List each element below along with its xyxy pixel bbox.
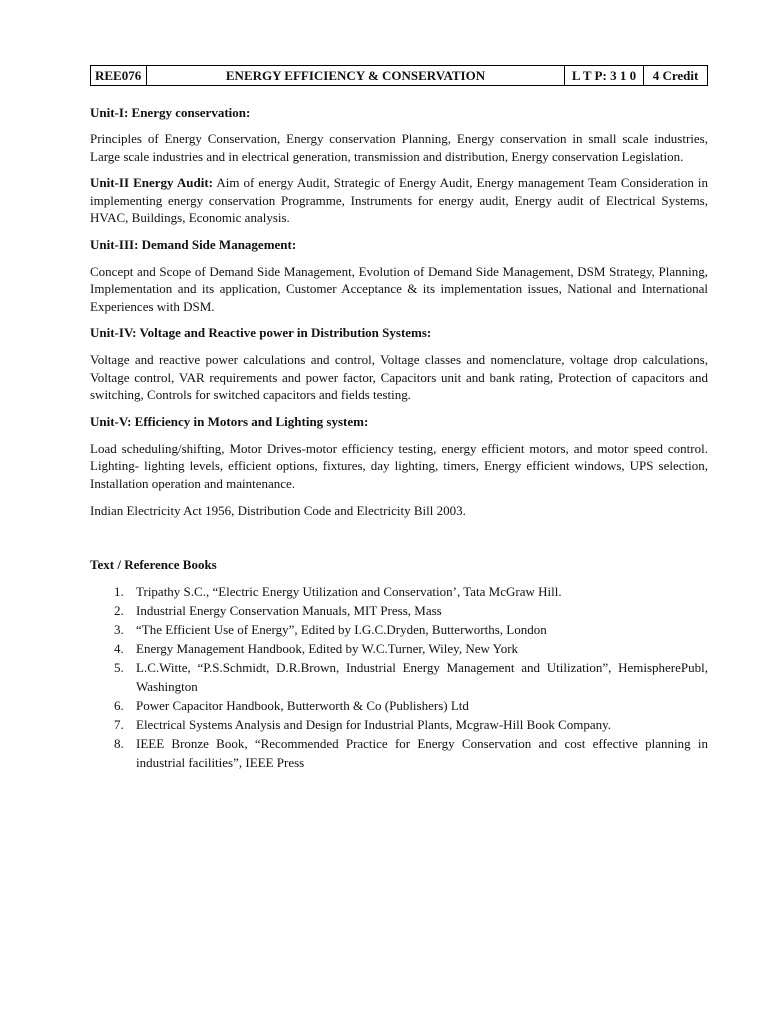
reference-number: 2.: [114, 602, 124, 618]
syllabus-page: [90, 65, 708, 772]
reference-text: Energy Management Handbook, Edited by W.C.Turner, Wiley, New York: [136, 640, 519, 656]
reference-text: L.C.Witte, “P.S.Schmidt, D.R.Brown, Industrial Energy Management and Utilization”, HemispherePubl, Washington: [136, 659, 708, 694]
reference-item: [90, 658, 708, 696]
unit-1: [90, 104, 708, 165]
reference-item: [90, 734, 708, 772]
unit-2: [90, 174, 708, 227]
unit-2-text: Aim of energy Audit, Strategic of Energy Audit, Energy management Team Consideration in implementing energy conservation Programme, Instruments for energy audit, Energy audit of Electrical Systems, HVAC, Buildings, Economic analysis.: [90, 175, 708, 225]
unit-4-text: Voltage and reactive power calculations and control, Voltage classes and nomenclature, voltage drop calculations, Voltage control, VAR requirements and power factor, Capacitors unit and bank rating, Protection of capacitors and switching, Controls for switched capacitors and fields testing.: [90, 352, 708, 402]
unit-5: [90, 413, 708, 493]
reference-text: Electrical Systems Analysis and Design for Industrial Plants, Mcgraw-Hill Book Company.: [136, 716, 612, 732]
unit-5-heading: Unit-V: Efficiency in Motors and Lighting system:: [90, 413, 369, 429]
reference-number: 8.: [114, 735, 124, 751]
reference-text: Industrial Energy Conservation Manuals, MIT Press, Mass: [136, 602, 442, 618]
references-list: [90, 582, 708, 772]
reference-text: IEEE Bronze Book, “Recommended Practice for Energy Conservation and cost effective planning in industrial facilities”, IEEE Press: [136, 735, 708, 770]
act-note: Indian Electricity Act 1956, Distribution Code and Electricity Bill 2003.: [90, 503, 466, 518]
references-heading: Text / Reference Books: [90, 556, 217, 572]
reference-item: [90, 582, 708, 601]
unit-4-heading: Unit-IV: Voltage and Reactive power in Distribution Systems:: [90, 325, 432, 340]
reference-number: 4.: [114, 640, 124, 656]
unit-2-paragraph: [90, 174, 708, 227]
references-section: [90, 556, 708, 772]
reference-item: [90, 696, 708, 715]
unit-1-heading: Unit-I: Energy conservation:: [90, 105, 251, 120]
unit-1-text: Principles of Energy Conservation, Energy conservation Planning, Energy conservation in small scale industries, Large scale industries and in electrical generation, transmission and distribution, Energy conservation Legislation.: [90, 131, 708, 164]
reference-text: “The Efficient Use of Energy”, Edited by I.G.C.Dryden, Butterworths, London: [136, 621, 547, 637]
reference-item: [90, 715, 708, 734]
unit-3-heading: Unit-III: Demand Side Management:: [90, 236, 297, 252]
unit-5-text: Load scheduling/shifting, Motor Drives-motor efficiency testing, energy efficient motors, and motor speed control. Lighting- lighting levels, efficient options, fixtures, day lighting, timers, Energy efficient windows, UPS selection, Installation operation and maintenance.: [90, 440, 708, 491]
reference-item: [90, 639, 708, 658]
reference-number: 3.: [114, 621, 124, 637]
unit-3-text: Concept and Scope of Demand Side Management, Evolution of Demand Side Management, DSM Strategy, Planning, Implementation and its application, Customer Acceptance & its implementation issues, National and International Experiences with DSM.: [90, 263, 708, 314]
unit-2-heading: Unit-II Energy Audit:: [90, 175, 213, 190]
reference-item: [90, 620, 708, 639]
reference-number: 7.: [114, 716, 124, 732]
course-code: REE076: [91, 66, 147, 86]
unit-3: [90, 236, 708, 316]
course-credit: 4 Credit: [644, 66, 708, 86]
reference-number: 1.: [114, 583, 124, 599]
unit-4: [90, 324, 708, 404]
reference-text: Tripathy S.C., “Electric Energy Utilization and Conservation’, Tata McGraw Hill.: [136, 583, 562, 599]
reference-item: [90, 601, 708, 620]
course-ltp: L T P: 3 1 0: [565, 66, 644, 86]
course-header-table: [90, 65, 708, 86]
reference-number: 6.: [114, 697, 124, 713]
reference-number: 5.: [114, 659, 124, 675]
reference-text: Power Capacitor Handbook, Butterworth & Co (Publishers) Ltd: [136, 697, 469, 713]
course-title: ENERGY EFFICIENCY & CONSERVATION: [147, 66, 565, 86]
